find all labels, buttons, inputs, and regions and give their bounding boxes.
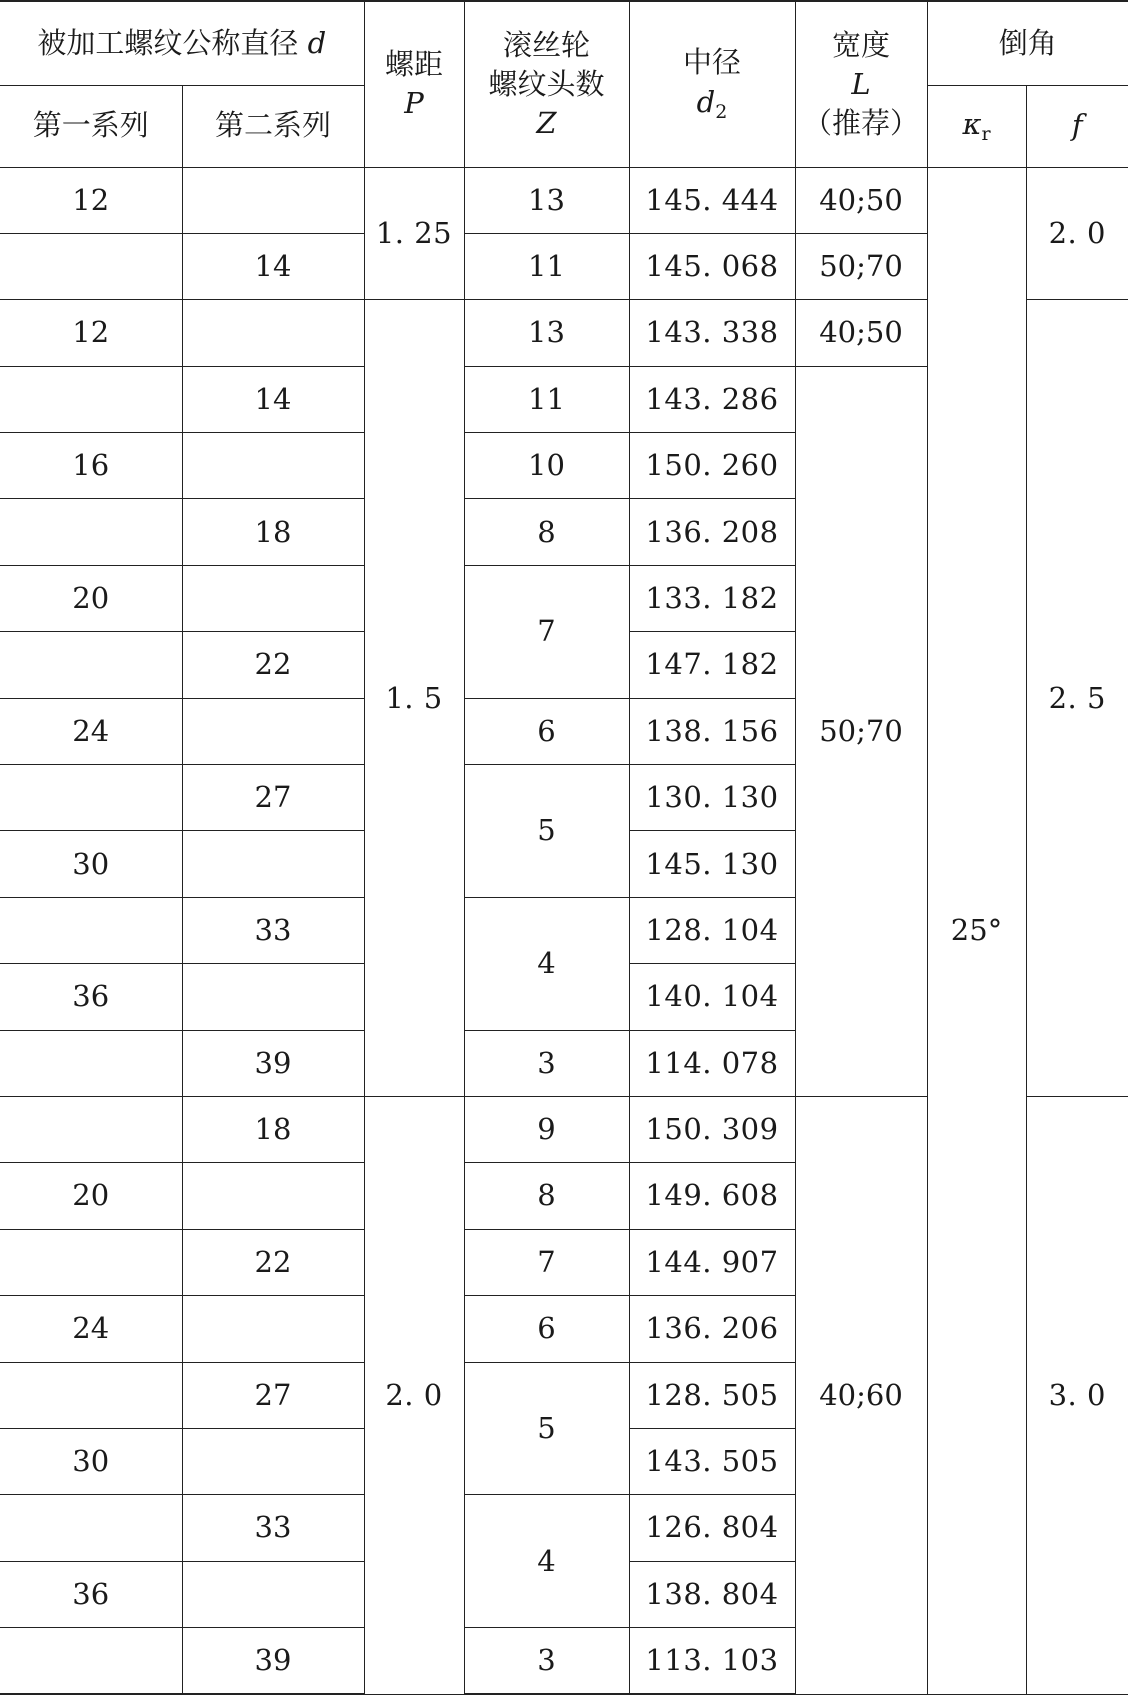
width-symbol: L (851, 66, 871, 101)
cell-d2 (182, 1428, 364, 1494)
width-note: （推荐） (802, 105, 919, 140)
cell-z: 11 (464, 233, 629, 299)
width-label: 宽度 (831, 27, 890, 62)
cell-width: 40;60 (795, 1096, 927, 1694)
cell-d2: 33 (182, 897, 364, 963)
header-roller-starts (464, 1, 629, 167)
cell-d1 (0, 1030, 182, 1096)
f-symbol: f (1071, 108, 1083, 143)
header-series1: 第一系列 (0, 85, 182, 167)
cell-mid-diameter: 138. 156 (629, 698, 795, 764)
cell-kappa: 25° (927, 167, 1026, 1694)
cell-d1: 24 (0, 698, 182, 764)
mid-diameter-symbol: d (696, 84, 716, 119)
cell-mid-diameter: 143. 338 (629, 300, 795, 366)
cell-mid-diameter: 143. 505 (629, 1428, 795, 1494)
cell-mid-diameter: 140. 104 (629, 964, 795, 1030)
cell-d1 (0, 632, 182, 698)
mid-diameter-label: 中径 (682, 45, 741, 80)
cell-mid-diameter: 114. 078 (629, 1030, 795, 1096)
cell-d1: 16 (0, 433, 182, 499)
cell-z: 11 (464, 366, 629, 432)
cell-d1: 24 (0, 1296, 182, 1362)
cell-d1: 30 (0, 1428, 182, 1494)
cell-d2 (182, 1163, 364, 1229)
cell-d2 (182, 167, 364, 233)
nominal-diameter-symbol: d (307, 25, 327, 60)
cell-d1: 20 (0, 1163, 182, 1229)
header-pitch (364, 1, 464, 167)
cell-d2: 22 (182, 1229, 364, 1295)
mid-diameter-subscript: 2 (715, 100, 728, 123)
cell-width: 50;70 (795, 233, 927, 299)
kappa-symbol: κ (962, 106, 982, 141)
cell-z: 4 (464, 1495, 629, 1628)
chamfer-label: 倒角 (998, 25, 1057, 60)
cell-d2 (182, 964, 364, 1030)
cell-f: 2. 5 (1026, 300, 1128, 1097)
cell-mid-diameter: 150. 260 (629, 433, 795, 499)
cell-d2 (182, 433, 364, 499)
cell-d2: 39 (182, 1628, 364, 1694)
cell-d2: 27 (182, 765, 364, 831)
cell-d2: 39 (182, 1030, 364, 1096)
cell-d1: 36 (0, 1561, 182, 1627)
roller-label-line1: 滚丝轮 (502, 27, 590, 62)
cell-mid-diameter: 149. 608 (629, 1163, 795, 1229)
cell-mid-diameter: 113. 103 (629, 1628, 795, 1694)
cell-mid-diameter: 128. 505 (629, 1362, 795, 1428)
cell-d1: 12 (0, 167, 182, 233)
cell-d1: 36 (0, 964, 182, 1030)
cell-mid-diameter: 150. 309 (629, 1096, 795, 1162)
cell-d1: 12 (0, 300, 182, 366)
cell-pitch: 1. 5 (364, 300, 464, 1097)
cell-d1 (0, 1628, 182, 1694)
cell-mid-diameter: 138. 804 (629, 1561, 795, 1627)
cell-mid-diameter: 145. 068 (629, 233, 795, 299)
pitch-symbol: P (404, 86, 424, 121)
cell-d2 (182, 831, 364, 897)
cell-mid-diameter: 145. 130 (629, 831, 795, 897)
cell-width: 40;50 (795, 167, 927, 233)
cell-z: 5 (464, 765, 629, 898)
cell-mid-diameter: 126. 804 (629, 1495, 795, 1561)
cell-d2: 14 (182, 366, 364, 432)
roller-symbol: Z (536, 105, 557, 140)
header-kappa (927, 85, 1026, 167)
cell-d1 (0, 366, 182, 432)
header-width (795, 1, 927, 167)
cell-width: 50;70 (795, 366, 927, 1096)
cell-mid-diameter: 136. 206 (629, 1296, 795, 1362)
cell-z: 3 (464, 1030, 629, 1096)
cell-width: 40;50 (795, 300, 927, 366)
cell-z: 4 (464, 897, 629, 1030)
cell-d1 (0, 1229, 182, 1295)
cell-f: 3. 0 (1026, 1096, 1128, 1694)
cell-d2: 18 (182, 499, 364, 565)
cell-d1 (0, 233, 182, 299)
cell-d2: 27 (182, 1362, 364, 1428)
cell-d1: 30 (0, 831, 182, 897)
cell-mid-diameter: 143. 286 (629, 366, 795, 432)
cell-d1 (0, 499, 182, 565)
cell-d1 (0, 1495, 182, 1561)
cell-z: 8 (464, 499, 629, 565)
cell-mid-diameter: 144. 907 (629, 1229, 795, 1295)
cell-d2 (182, 300, 364, 366)
cell-mid-diameter: 133. 182 (629, 565, 795, 631)
cell-z: 8 (464, 1163, 629, 1229)
cell-z: 6 (464, 1296, 629, 1362)
cell-d2: 33 (182, 1495, 364, 1561)
cell-d1: 20 (0, 565, 182, 631)
header-mid-diameter (629, 1, 795, 167)
cell-z: 7 (464, 565, 629, 698)
header-f (1026, 85, 1128, 167)
cell-d1 (0, 1362, 182, 1428)
cell-d2 (182, 565, 364, 631)
header-row-1 (0, 1, 1128, 85)
cell-pitch: 1. 25 (364, 167, 464, 300)
cell-d1 (0, 1096, 182, 1162)
cell-d2: 14 (182, 233, 364, 299)
cell-z: 7 (464, 1229, 629, 1295)
cell-d2 (182, 698, 364, 764)
cell-z: 3 (464, 1628, 629, 1694)
table-row (0, 167, 1128, 233)
cell-z: 6 (464, 698, 629, 764)
cell-d1 (0, 897, 182, 963)
cell-d2 (182, 1561, 364, 1627)
cell-mid-diameter: 136. 208 (629, 499, 795, 565)
roller-label-line2: 螺纹头数 (488, 66, 605, 101)
cell-mid-diameter: 130. 130 (629, 765, 795, 831)
cell-pitch: 2. 0 (364, 1096, 464, 1694)
nominal-diameter-label: 被加工螺纹公称直径 (37, 25, 299, 60)
cell-mid-diameter: 145. 444 (629, 167, 795, 233)
header-series2: 第二系列 (182, 85, 364, 167)
cell-d1 (0, 765, 182, 831)
header-chamfer (927, 1, 1128, 85)
cell-d2 (182, 1296, 364, 1362)
pitch-label: 螺距 (384, 47, 443, 82)
header-nominal-diameter (0, 1, 364, 85)
cell-z: 13 (464, 167, 629, 233)
cell-z: 5 (464, 1362, 629, 1495)
cell-z: 13 (464, 300, 629, 366)
cell-z: 9 (464, 1096, 629, 1162)
cell-z: 10 (464, 433, 629, 499)
cell-d2: 18 (182, 1096, 364, 1162)
kappa-subscript: r (981, 122, 991, 145)
cell-d2: 22 (182, 632, 364, 698)
cell-mid-diameter: 128. 104 (629, 897, 795, 963)
cell-f: 2. 0 (1026, 167, 1128, 300)
cell-mid-diameter: 147. 182 (629, 632, 795, 698)
